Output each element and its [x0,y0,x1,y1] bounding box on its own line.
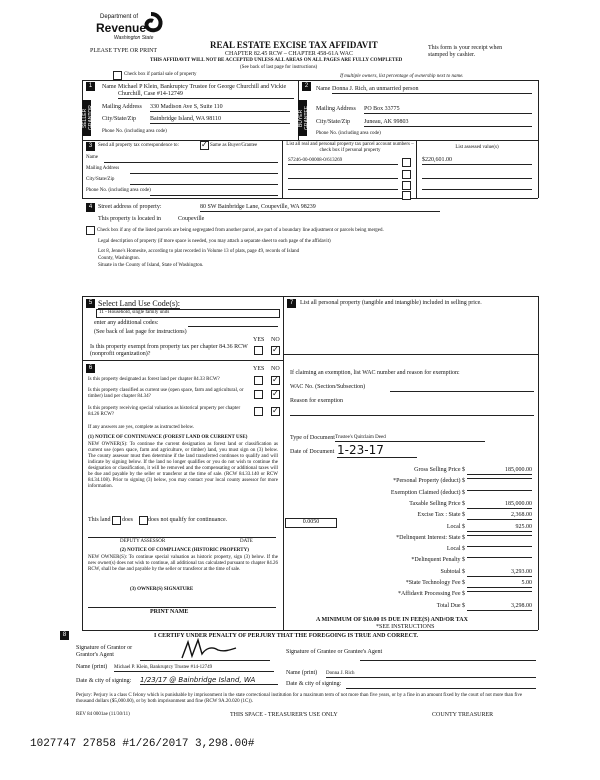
tax-row-value[interactable]: 185,000.00 [467,501,532,509]
legal-line-1: Lot 8, Jenne's Homesite, according to plat recorded in Volume 13 of plats, page 49, records of Island [98,249,300,254]
form-title: REAL ESTATE EXCISE TAX AFFIDAVIT [210,40,378,50]
tax-row-value[interactable] [467,535,532,536]
owner-signature-label: (3) OWNER(S) SIGNATURE [130,587,194,592]
corr-name-label: Name [86,155,98,160]
forest-yes-checkbox[interactable] [254,376,263,385]
seller-mailing-label: Mailing Address [102,104,142,110]
perjury-text: Perjury: Perjury is a class C felony which is punishable by imprisonment in the state correctional institution for a maximum term of not more than five years, or by a fine in an amount fixed by the court of not more than five thousand dollars ($5,000.00), or by both imprisonment and fine (RCW 9A.20.020 (1C)). [76,693,523,704]
reason-label: Reason for exemption [290,398,343,404]
does-label: does [122,517,133,523]
tax-row-value[interactable]: 3,293.00 [467,569,532,577]
located-label: This property is located in [98,216,161,222]
historic-question: Is this property receiving special valuation as historical property per chapter 84.26 RCW? [88,406,241,417]
tax-row-value[interactable] [467,546,532,547]
same-as-buyer-checkbox[interactable] [200,141,209,150]
notice2-title: (2) NOTICE OF COMPLIANCE (HISTORIC PROPERTY) [120,548,249,553]
segregated-label: Check box if any of the listed parcels are being segregated from another parcel, are part of a boundary line adjustment or parcels being merged. [97,228,384,233]
grantor-sig-label: Signature of Grantor or Grantor's Agent [76,645,133,658]
does-not-label: does not qualify for continuance. [148,517,228,523]
rev-number: REV 84 0001ae (11/30/11) [76,712,130,717]
grantor-date-label: Date & city of signing: [76,678,132,684]
historic-yes-checkbox[interactable] [254,407,263,416]
does-checkbox[interactable] [112,516,121,525]
buyer-mailing-label: Mailing Address [316,106,356,112]
doc-type-value[interactable]: Trustee's Quitclaim Deed [335,435,485,442]
tax-row-value[interactable]: 5.00 [467,580,532,588]
dor-line3: Washington State [114,35,154,41]
tax-row-value[interactable]: 925.00 [467,524,532,532]
dor-line1: Department of [100,14,139,20]
personal-property-checkbox-2[interactable] [402,170,411,179]
form-chapter: CHAPTER 82.45 RCW – CHAPTER 458-61A WAC [225,51,353,57]
section-2-number: 2 [302,82,311,91]
personal-property-checkbox-1[interactable] [402,158,411,167]
exemption-claim-text: If claiming an exemption, list WAC number and reason for exemption: [290,370,460,376]
historic-no-checkbox[interactable] [271,407,280,416]
legal-label: Legal description of property (if more space is needed, you may attach a separate sheet to each page of the affidavit) [98,239,331,244]
grantor-print-value[interactable]: Michael P. Klein, Bankruptcy Trustee #14-12749 [114,665,274,672]
parcel-number-value[interactable]: S7246-00-00008-0/613269 [288,158,398,165]
grantee-print-label: Name (print) [286,670,318,676]
tax-row-value[interactable]: 2,368.00 [467,512,532,520]
section-1-number: 1 [86,82,95,91]
section-8-number: 8 [60,631,69,640]
land-use-code-select[interactable]: 11 - Household, single family units [96,309,280,318]
buyer-city-label: City/State/Zip [316,119,350,125]
tax-row-value[interactable]: 3,298.00 [467,603,532,611]
seller-mailing-value[interactable]: 330 Madison Ave S, Suite 110 [150,104,290,112]
tax-row-value[interactable] [467,490,532,491]
seller-phone-label: Phone No. (including area code) [102,129,167,134]
land-use-title: Select Land Use Code(s): [98,299,180,308]
see-instructions: *SEE INSTRUCTIONS [376,624,435,630]
tax-row-label: *Personal Property (deduct) $ [393,478,465,484]
local-rate-value[interactable]: 0.0050 [285,518,337,528]
deputy-assessor-label: DEPUTY ASSESSOR [120,539,166,544]
personal-property-text: List all personal property (tangible and intangible) included in selling price. [300,300,482,306]
tax-row-value[interactable] [467,478,532,479]
land-use-yes: YES [253,337,265,343]
s6-yes: YES [253,366,265,372]
assessed-header: List assessed value(s) [455,145,499,150]
parcel-header: List all real and personal property tax parcel account numbers – check box if personal property [286,142,414,153]
section-3-number: 3 [86,142,95,151]
grantee-date-label: Date & city of signing: [286,681,342,687]
buyer-mailing-value[interactable]: PO Box 33775 [364,106,532,114]
located-value[interactable]: Coupeville [178,216,205,222]
tax-row-label: *State Technology Fee $ [405,580,465,586]
tax-row-value[interactable] [467,557,532,558]
segregated-checkbox[interactable] [86,226,95,235]
partial-sale-label: Check box if partial sale of property [124,72,197,77]
section-7-number: 7 [287,299,296,308]
notice1-text: NEW OWNER(S): To continue the current designation as forest land or classification as current use (open space, farm and agriculture, or timber) land, you must sign on (3) below. The county assessor must then determine if the land transferred continues to qualify and will indicate by signing below. If the land no longer qualifies or you do not wish to continue the designation or classification, it will be removed and the compensating or additional taxes will be due and payable by the seller or transferor at the time of sale. (RCW 84.33.140 or RCW 84.34.108). Prior to signing (3) below, you may contact your local county assessor for more information. [88,442,278,489]
form-warning: THIS AFFIDAVIT WILL NOT BE ACCEPTED UNLESS ALL AREAS ON ALL PAGES ARE FULLY COMPLETED [150,58,403,63]
tax-row-label: *Affidavit Processing Fee $ [397,591,465,597]
section-5-number: 5 [86,299,95,308]
doc-date-label: Date of Document [290,449,335,455]
notice1-title: (1) NOTICE OF CONTINUANCE (FOREST LAND OR CURRENT USE) [88,435,248,440]
deputy-date-label: DATE [240,539,253,544]
enter-additional-label: enter any additional codes: [94,320,159,326]
section-6-number: 6 [86,364,95,373]
tax-row-label: Local $ [446,546,465,552]
buyer-name-label: Name [316,86,331,92]
if-yes-instructions: If any answers are yes, complete as instructed below. [88,425,195,430]
seller-city-label: City/State/Zip [102,116,136,122]
treasurer-space: THIS SPACE - TREASURER'S USE ONLY [230,712,338,718]
assessed-value[interactable]: $220,601.00 [422,157,532,165]
buyer-city-value[interactable]: Juneau, AK 99803 [364,119,532,127]
grantor-date-value[interactable]: 1/23/17 @ Bainbridge Island, WA [140,676,278,685]
receipt-note: This form is your receipt when stamped by cashier. [428,45,503,58]
tax-row-label: Local $ [446,524,465,530]
corr-city-label: City/State/Zip [86,177,115,182]
partial-sale-checkbox[interactable] [113,71,122,80]
tax-row-label: *Delinquent Penalty $ [411,557,465,563]
tax-row-label: Total Due $ [436,603,465,609]
current-use-yes-checkbox[interactable] [254,390,263,399]
seller-name-label: Name [102,84,117,90]
forest-no-checkbox[interactable] [271,376,280,385]
current-use-no-checkbox[interactable] [271,390,280,399]
wac-label: WAC No. (Section/Subsection) [290,384,366,390]
personal-property-checkbox-3[interactable] [402,181,411,190]
tax-row-label: Subtotal $ [440,569,465,575]
please-type: PLEASE TYPE OR PRINT [90,48,158,54]
tax-row-value[interactable] [467,591,532,592]
buyer-phone-label: Phone No. (including area code) [316,131,381,136]
exempt-question: Is this property exempt from property tax per chapter 84.36 RCW (nonprofit organization)? [90,344,248,357]
corr-mailing-label: Mailing Address [86,166,120,171]
certify-statement: I CERTIFY UNDER PENALTY OF PERJURY THAT THE FOREGOING IS TRUE AND CORRECT. [154,633,419,639]
seller-name-value[interactable]: Michael P Klein, Bankruptcy Trustee for George Churchill and Vickie Churchill, Case #14-12749 [118,84,294,99]
buyer-name-value[interactable]: Donna J. Rich, an unmarried person [332,86,532,94]
exempt-no-checkbox[interactable] [271,346,280,355]
buyer-side-label: BUYER GRANTEE [298,100,307,136]
land-use-no: NO [271,337,280,343]
grantor-print-label: Name (print) [76,664,108,670]
tax-row-label: Taxable Selling Price $ [409,501,465,507]
this-land-label: This land [88,517,111,523]
receipt-stamp: 1027747 27858 #1/26/2017 3,298.00# [30,738,255,750]
county-treasurer: COUNTY TREASURER [432,712,494,718]
notice2-text: NEW OWNER(S): To continue special valuation as historic property, sign (3) below. If the new owner(s) does not wish to continue, all additional tax calculated pursuant to chapter 84.26 RCW, shall be due and payable by the seller or transferor at the time of sale. [88,555,278,572]
legal-line-2: County, Washington. [98,256,140,261]
tax-row-value[interactable]: 185,000.00 [467,467,532,475]
doc-date-value[interactable]: 1-23-17 [337,444,417,458]
grantor-signature [178,638,238,662]
doc-type-label: Type of Document [290,435,335,441]
seller-city-value[interactable]: Bainbridge Island, WA 98110 [150,116,290,124]
exempt-yes-checkbox[interactable] [254,346,263,355]
legal-line-3: Situate in the County of Island, State of Washington. [98,263,204,268]
dor-logo [90,12,170,46]
street-value[interactable]: 80 SW Bainbridge Lane, Coupeville, WA 98239 [200,204,440,212]
print-name-label: PRINT NAME [150,609,189,615]
dor-line2: Revenue [96,21,147,35]
seller-side-label: SELLER GRANTOR [82,100,91,136]
s6-no: NO [271,366,280,372]
correspondence-label: Send all property tax correspondence to: [98,143,179,148]
tax-row-label: Exemption Claimed (deduct) $ [390,490,465,496]
tax-row-label: Excise Tax : State $ [417,512,465,518]
section-4-number: 4 [86,203,95,212]
corr-phone-label: Phone No. (including area code) [86,188,151,193]
tax-row-label: *Delinquent Interest: State $ [396,535,465,541]
current-use-question: Is this property classified as current use (open space, farm and agricultural, or timber) land per chapter 84.34? [88,388,244,399]
forest-question: Is this property designated as forest land per chapter 84.33 RCW? [88,377,220,382]
personal-property-checkbox-4[interactable] [402,191,411,200]
multiple-owners-label: If multiple owners, list percentage of ownership next to name. [340,74,464,79]
grantee-print-value[interactable]: Donna J. Rich [326,671,536,678]
minimum-due: A MINIMUM OF $10.00 IS DUE IN FEE(S) AND/OR TAX [316,617,468,623]
tax-row-label: Gross Selling Price $ [414,467,465,473]
see-back-label: (See back of last page for instructions) [94,329,187,335]
does-not-checkbox[interactable] [139,516,148,525]
same-as-buyer-label: Same as Buyer/Grantee [210,143,258,148]
form-instructions: (See back of last page for instructions) [240,65,318,70]
grantee-sig-label: Signature of Grantee or Grantee's Agent [286,649,383,655]
street-label: Street address of property: [98,204,162,210]
